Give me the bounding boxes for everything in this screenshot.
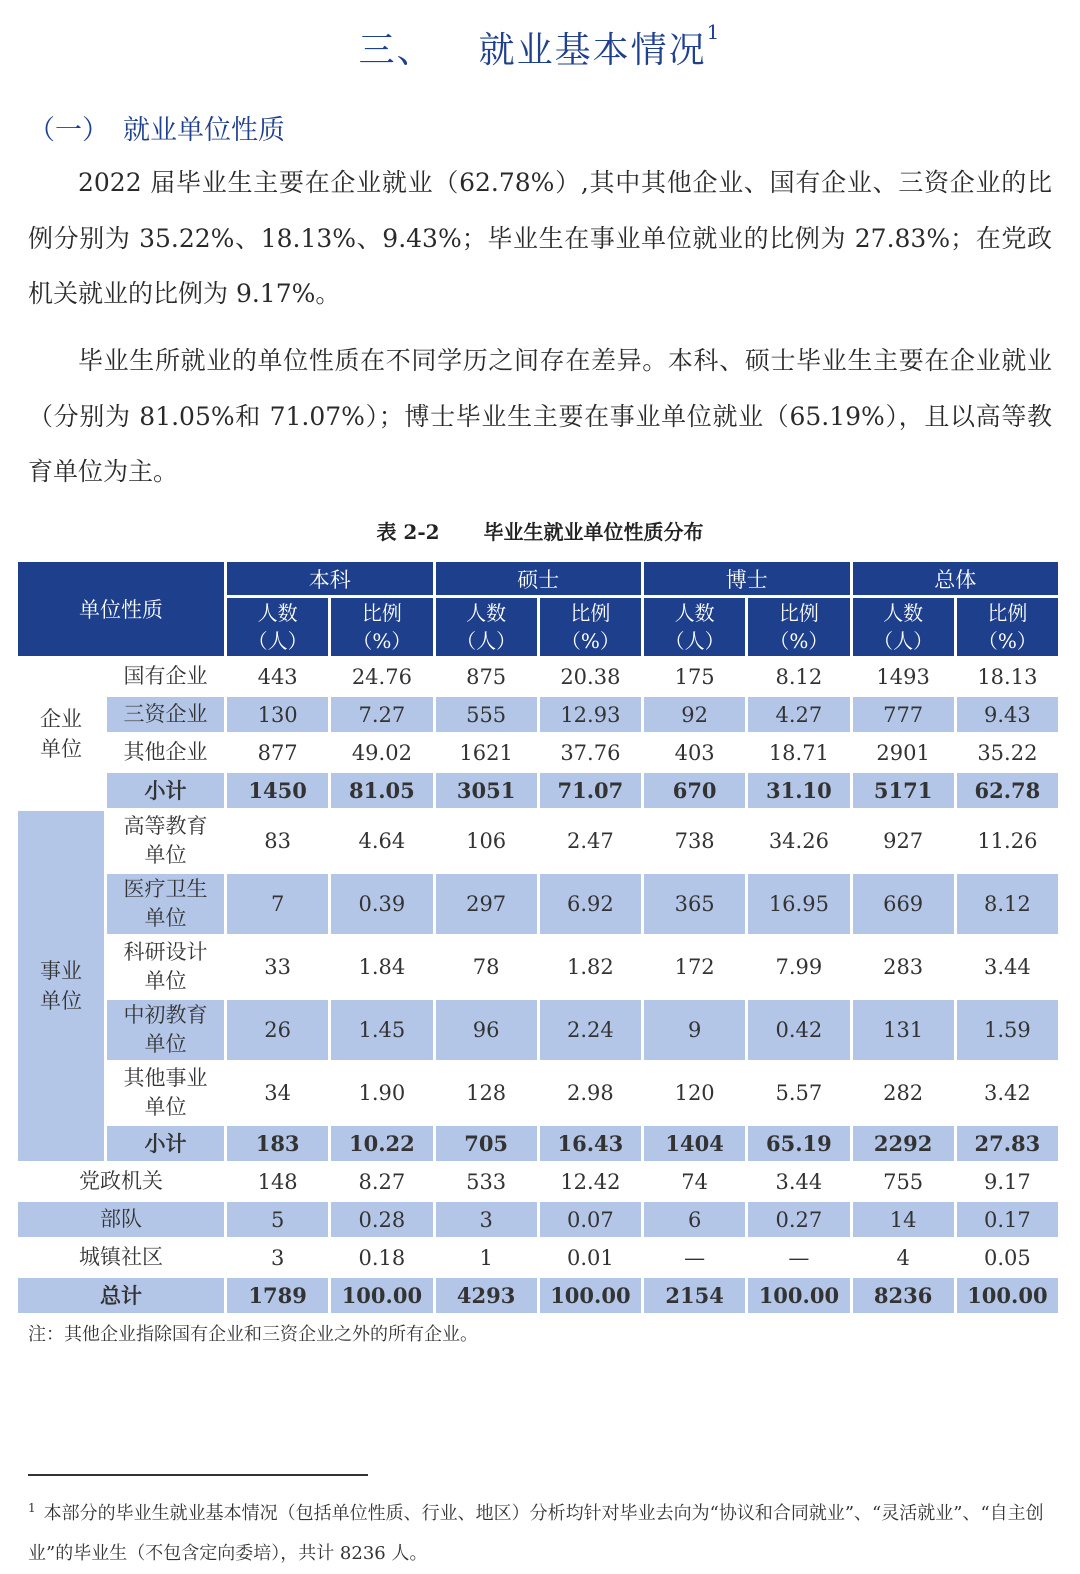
ratio-cell: 71.07 bbox=[540, 773, 641, 808]
group-header: 博士 bbox=[644, 562, 850, 595]
ratio-cell: 49.02 bbox=[351, 740, 412, 765]
ratio-cell: 10.22 bbox=[331, 1126, 432, 1161]
count-cell: 6 bbox=[644, 1202, 745, 1237]
count-cell: 669 bbox=[853, 874, 954, 934]
paragraph-text: 2022 届毕业生主要在企业就业（62.78%）,其中其他企业、国有企业、三资企业的比例分别为 35.22%、18.13%、9.43%；毕业生在事业单位就业的比例为 27.83%；在党政机关就业的比例为 9.17%。 bbox=[28, 168, 1052, 308]
ratio-cell: 8.12 bbox=[775, 664, 823, 689]
ratio-cell: 18.71 bbox=[768, 740, 829, 765]
count-cell: 9 bbox=[644, 1000, 745, 1060]
ratio-cell: 8.27 bbox=[358, 1169, 406, 1194]
ratio-cell: 7.99 bbox=[775, 955, 823, 979]
count-cell: 4293 bbox=[436, 1278, 537, 1313]
row-label: 其他事业 单位 bbox=[123, 1066, 208, 1119]
table-row bbox=[18, 811, 1058, 871]
count-cell: 555 bbox=[436, 697, 537, 732]
row-label: 党政机关 bbox=[79, 1169, 163, 1193]
count-cell: 443 bbox=[257, 664, 298, 689]
ratio-cell: 1.84 bbox=[358, 955, 406, 979]
table-row bbox=[18, 1240, 1058, 1275]
count-cell: 1404 bbox=[644, 1126, 745, 1161]
table-row bbox=[18, 937, 1058, 997]
ratio-cell: 100.00 bbox=[957, 1278, 1058, 1313]
ratio-cell: 100.00 bbox=[748, 1278, 849, 1313]
count-cell: 33 bbox=[264, 955, 291, 979]
count-cell: 533 bbox=[466, 1169, 507, 1194]
ratio-cell: 9.43 bbox=[957, 697, 1058, 732]
count-cell: 738 bbox=[674, 829, 715, 853]
ratio-cell: 62.78 bbox=[957, 773, 1058, 808]
count-cell: 1621 bbox=[459, 740, 513, 765]
count-header: 人数 （人） bbox=[853, 598, 954, 656]
ratio-header: 比例 （%） bbox=[957, 598, 1058, 656]
ratio-cell: 0.05 bbox=[983, 1245, 1031, 1270]
row-label: 医疗卫生 单位 bbox=[107, 874, 224, 934]
count-header: 人数 （人） bbox=[436, 598, 537, 656]
count-cell: 5171 bbox=[853, 773, 954, 808]
ratio-cell: 100.00 bbox=[540, 1278, 641, 1313]
ratio-header: 比例 （%） bbox=[748, 598, 849, 656]
footnote-mark: 1 bbox=[706, 20, 722, 44]
footnote-number: 1 bbox=[28, 1501, 36, 1515]
ratio-cell: 0.17 bbox=[957, 1202, 1058, 1237]
table-row bbox=[18, 659, 1058, 694]
ratio-cell: 11.26 bbox=[977, 829, 1038, 853]
ratio-cell: 8.12 bbox=[957, 874, 1058, 934]
category-institution: 事业 单位 bbox=[18, 811, 104, 1161]
table-row bbox=[18, 1063, 1058, 1123]
ratio-cell: 0.18 bbox=[358, 1245, 406, 1270]
count-cell: 148 bbox=[257, 1169, 298, 1194]
row-label: 科研设计 单位 bbox=[123, 940, 208, 993]
row-label: 高等教育 单位 bbox=[123, 814, 208, 867]
ratio-cell: 24.76 bbox=[351, 664, 412, 689]
row-label: 部队 bbox=[18, 1202, 224, 1237]
count-cell: 120 bbox=[674, 1081, 715, 1105]
ratio-cell: 1.45 bbox=[331, 1000, 432, 1060]
count-cell: 83 bbox=[264, 829, 291, 853]
count-cell: 3 bbox=[270, 1245, 285, 1270]
chapter-number: 三、 bbox=[358, 30, 435, 71]
count-cell: 777 bbox=[853, 697, 954, 732]
ratio-cell: 16.95 bbox=[748, 874, 849, 934]
section-title: 就业单位性质 bbox=[123, 115, 285, 146]
ratio-cell: 0.07 bbox=[540, 1202, 641, 1237]
ratio-cell: 18.13 bbox=[977, 664, 1038, 689]
count-header: 人数 （人） bbox=[227, 598, 328, 656]
table-caption-number: 表 2-2 bbox=[376, 520, 440, 544]
group-header: 本科 bbox=[227, 562, 433, 595]
ratio-cell: 20.38 bbox=[560, 664, 621, 689]
ratio-cell: 1.59 bbox=[957, 1000, 1058, 1060]
total-row bbox=[18, 1278, 1058, 1313]
row-label: 中初教育 单位 bbox=[107, 1000, 224, 1060]
chapter-title-text: 就业基本情况 bbox=[478, 30, 707, 71]
ratio-cell: 37.76 bbox=[560, 740, 621, 765]
count-cell: 1493 bbox=[876, 664, 930, 689]
ratio-cell: 4.27 bbox=[748, 697, 849, 732]
count-cell: 106 bbox=[466, 829, 507, 853]
row-label: 国有企业 bbox=[123, 664, 208, 688]
count-cell: 7 bbox=[227, 874, 328, 934]
ratio-cell: 2.47 bbox=[566, 829, 614, 853]
table-row bbox=[18, 735, 1058, 770]
count-cell: 670 bbox=[644, 773, 745, 808]
row-header: 单位性质 bbox=[18, 562, 224, 656]
ratio-header: 比例 （%） bbox=[331, 598, 432, 656]
row-label: 小计 bbox=[107, 1126, 224, 1161]
ratio-cell: 9.17 bbox=[983, 1169, 1031, 1194]
count-cell: 1 bbox=[479, 1245, 493, 1270]
section-heading bbox=[28, 108, 285, 147]
ratio-cell: 35.22 bbox=[977, 740, 1038, 765]
count-cell: 282 bbox=[883, 1081, 924, 1105]
count-header: 人数 （人） bbox=[644, 598, 745, 656]
row-label: 其他企业 bbox=[123, 740, 208, 764]
ratio-cell: — bbox=[788, 1245, 810, 1270]
ratio-cell: 2.24 bbox=[540, 1000, 641, 1060]
count-cell: 1450 bbox=[227, 773, 328, 808]
ratio-header: 比例 （%） bbox=[540, 598, 641, 656]
row-label: 城镇社区 bbox=[79, 1245, 163, 1269]
count-cell: 1789 bbox=[227, 1278, 328, 1313]
row-label: 小计 bbox=[107, 773, 224, 808]
table-caption bbox=[0, 516, 1080, 545]
count-cell: 2292 bbox=[853, 1126, 954, 1161]
count-cell: 92 bbox=[644, 697, 745, 732]
count-cell: 26 bbox=[227, 1000, 328, 1060]
count-cell: 297 bbox=[436, 874, 537, 934]
table-caption-title: 毕业生就业单位性质分布 bbox=[483, 520, 704, 544]
table-note: 注：其他企业指除国有企业和三资企业之外的所有企业。 bbox=[28, 1324, 478, 1345]
count-cell: 131 bbox=[853, 1000, 954, 1060]
group-header: 硕士 bbox=[436, 562, 642, 595]
count-cell: 2901 bbox=[876, 740, 930, 765]
paragraph-2 bbox=[28, 333, 1052, 500]
count-cell: 403 bbox=[674, 740, 715, 765]
ratio-cell: 1.90 bbox=[358, 1081, 406, 1105]
ratio-cell: 12.42 bbox=[560, 1169, 621, 1194]
row-label: 总计 bbox=[18, 1278, 224, 1313]
footnote-divider bbox=[28, 1474, 368, 1476]
count-cell: 8236 bbox=[853, 1278, 954, 1313]
count-cell: 875 bbox=[466, 664, 507, 689]
employment-unit-table bbox=[15, 559, 1061, 1316]
table-row bbox=[18, 874, 1058, 934]
count-cell: 2154 bbox=[644, 1278, 745, 1313]
count-cell: 3051 bbox=[436, 773, 537, 808]
row-label: 三资企业 bbox=[107, 697, 224, 732]
ratio-cell: 31.10 bbox=[748, 773, 849, 808]
count-cell: 755 bbox=[883, 1169, 924, 1194]
count-cell: — bbox=[684, 1245, 706, 1270]
section-number: （一） bbox=[28, 115, 109, 146]
count-cell: 175 bbox=[674, 664, 715, 689]
ratio-cell: 2.98 bbox=[566, 1081, 614, 1105]
category-enterprise: 企业 单位 bbox=[18, 659, 104, 808]
footnote-text: 本部分的毕业生就业基本情况（包括单位性质、行业、地区）分析均针对毕业去向为“协议和合同就业”、“灵活就业”、“自主创业”的毕业生（不包含定向委培），共计 8236 人。 bbox=[28, 1503, 1044, 1564]
count-cell: 365 bbox=[644, 874, 745, 934]
subtotal-row bbox=[18, 773, 1058, 808]
chapter-title bbox=[0, 22, 1080, 73]
table-row bbox=[18, 1164, 1058, 1199]
count-cell: 96 bbox=[436, 1000, 537, 1060]
ratio-cell: 1.82 bbox=[566, 955, 614, 979]
count-cell: 34 bbox=[264, 1081, 291, 1105]
paragraph-1 bbox=[28, 155, 1052, 322]
count-cell: 74 bbox=[681, 1169, 708, 1194]
ratio-cell: 0.39 bbox=[331, 874, 432, 934]
count-cell: 877 bbox=[257, 740, 298, 765]
count-cell: 4 bbox=[896, 1245, 910, 1270]
ratio-cell: 3.44 bbox=[983, 955, 1031, 979]
ratio-cell: 6.92 bbox=[540, 874, 641, 934]
ratio-cell: 0.42 bbox=[748, 1000, 849, 1060]
ratio-cell: 100.00 bbox=[331, 1278, 432, 1313]
ratio-cell: 3.42 bbox=[983, 1081, 1031, 1105]
count-cell: 3 bbox=[436, 1202, 537, 1237]
count-cell: 283 bbox=[883, 955, 924, 979]
ratio-cell: 7.27 bbox=[331, 697, 432, 732]
table-row bbox=[18, 1000, 1058, 1060]
footnote bbox=[28, 1488, 1058, 1574]
ratio-cell: 0.28 bbox=[331, 1202, 432, 1237]
ratio-cell: 16.43 bbox=[540, 1126, 641, 1161]
table-row bbox=[18, 697, 1058, 732]
count-cell: 128 bbox=[466, 1081, 507, 1105]
ratio-cell: 3.44 bbox=[775, 1169, 823, 1194]
count-cell: 183 bbox=[227, 1126, 328, 1161]
ratio-cell: 0.27 bbox=[748, 1202, 849, 1237]
ratio-cell: 5.57 bbox=[775, 1081, 823, 1105]
ratio-cell: 34.26 bbox=[768, 829, 829, 853]
paragraph-text: 毕业生所就业的单位性质在不同学历之间存在差异。本科、硕士毕业生主要在企业就业（分别为 81.05%和 71.07%）；博士毕业生主要在事业单位就业（65.19%），且以高等教育单位为主。 bbox=[28, 346, 1052, 486]
count-cell: 78 bbox=[472, 955, 500, 979]
count-cell: 172 bbox=[674, 955, 715, 979]
count-cell: 5 bbox=[227, 1202, 328, 1237]
count-cell: 705 bbox=[436, 1126, 537, 1161]
ratio-cell: 81.05 bbox=[331, 773, 432, 808]
ratio-cell: 27.83 bbox=[957, 1126, 1058, 1161]
count-cell: 14 bbox=[853, 1202, 954, 1237]
count-cell: 130 bbox=[227, 697, 328, 732]
count-cell: 927 bbox=[883, 829, 924, 853]
ratio-cell: 12.93 bbox=[540, 697, 641, 732]
table-row bbox=[18, 1202, 1058, 1237]
ratio-cell: 65.19 bbox=[748, 1126, 849, 1161]
ratio-cell: 0.01 bbox=[566, 1245, 614, 1270]
group-header: 总体 bbox=[853, 562, 1059, 595]
ratio-cell: 4.64 bbox=[358, 829, 406, 853]
subtotal-row bbox=[18, 1126, 1058, 1161]
